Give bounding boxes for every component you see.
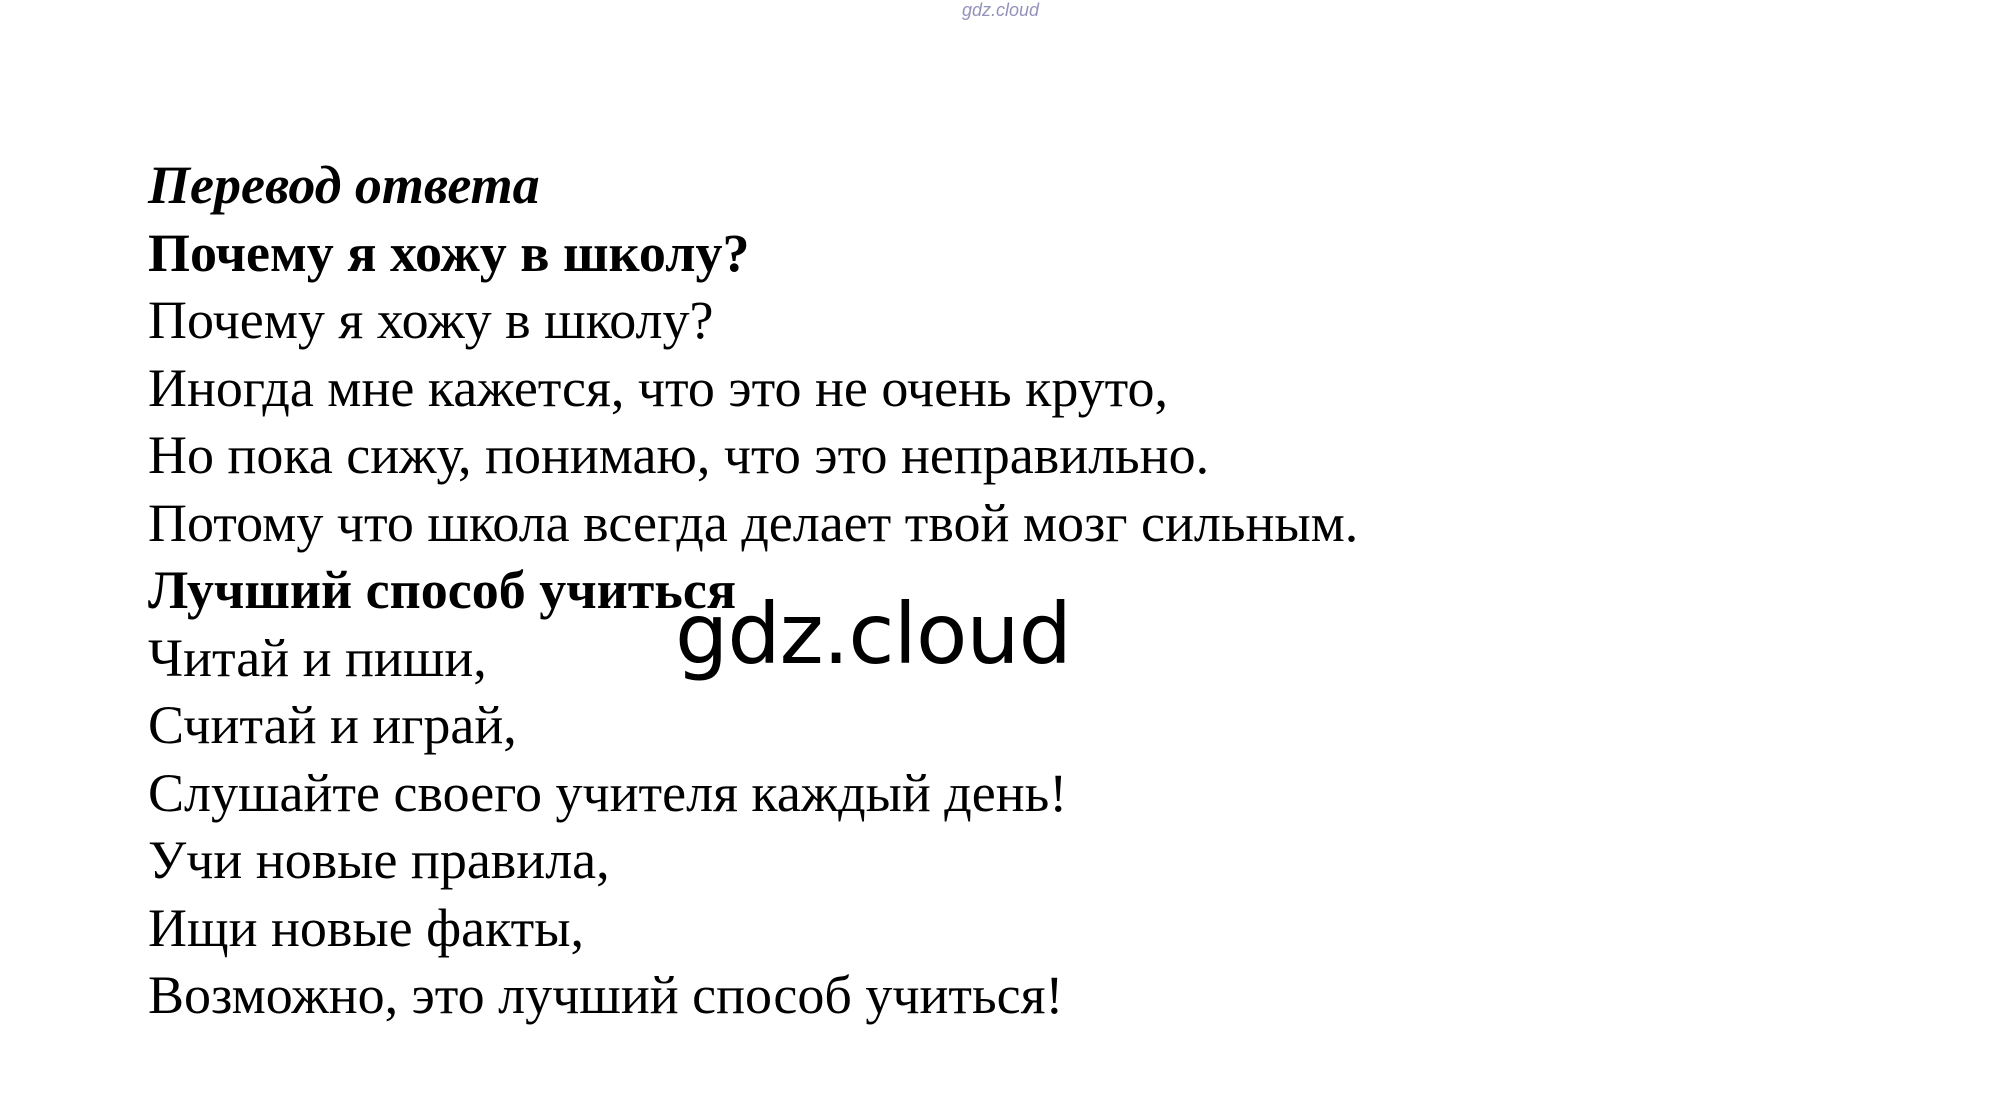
poem-2-line: Читай и пиши, [148,627,487,688]
section-title: Перевод ответа [148,155,540,215]
poem-2-line: Возможно, это лучший способ учиться! [148,965,1064,1025]
poem-2-line: Учи новые правила, [148,830,610,890]
top-watermark: gdz.cloud [962,0,1040,20]
poem-2-line: Ищи новые факты, [148,897,584,958]
poem-2-title: Лучший способ учиться [148,560,737,620]
center-watermark: gdz.cloud [675,585,1071,683]
poem-1-line: Почему я хожу в школу? [148,290,714,350]
poem-1-line: Потому что школа всегда делает твой мозг сильным. [148,492,1359,553]
poem-1-line: Иногда мне кажется, что это не очень круто, [148,357,1168,418]
poem-2-line: Слушайте своего учителя каждый день! [148,762,1068,823]
poem-1-line: Но пока сижу, понимаю, что это неправильно. [148,425,1210,485]
poem-2-line: Считай и играй, [148,695,517,755]
poem-1-title: Почему я хожу в школу? [148,222,750,283]
